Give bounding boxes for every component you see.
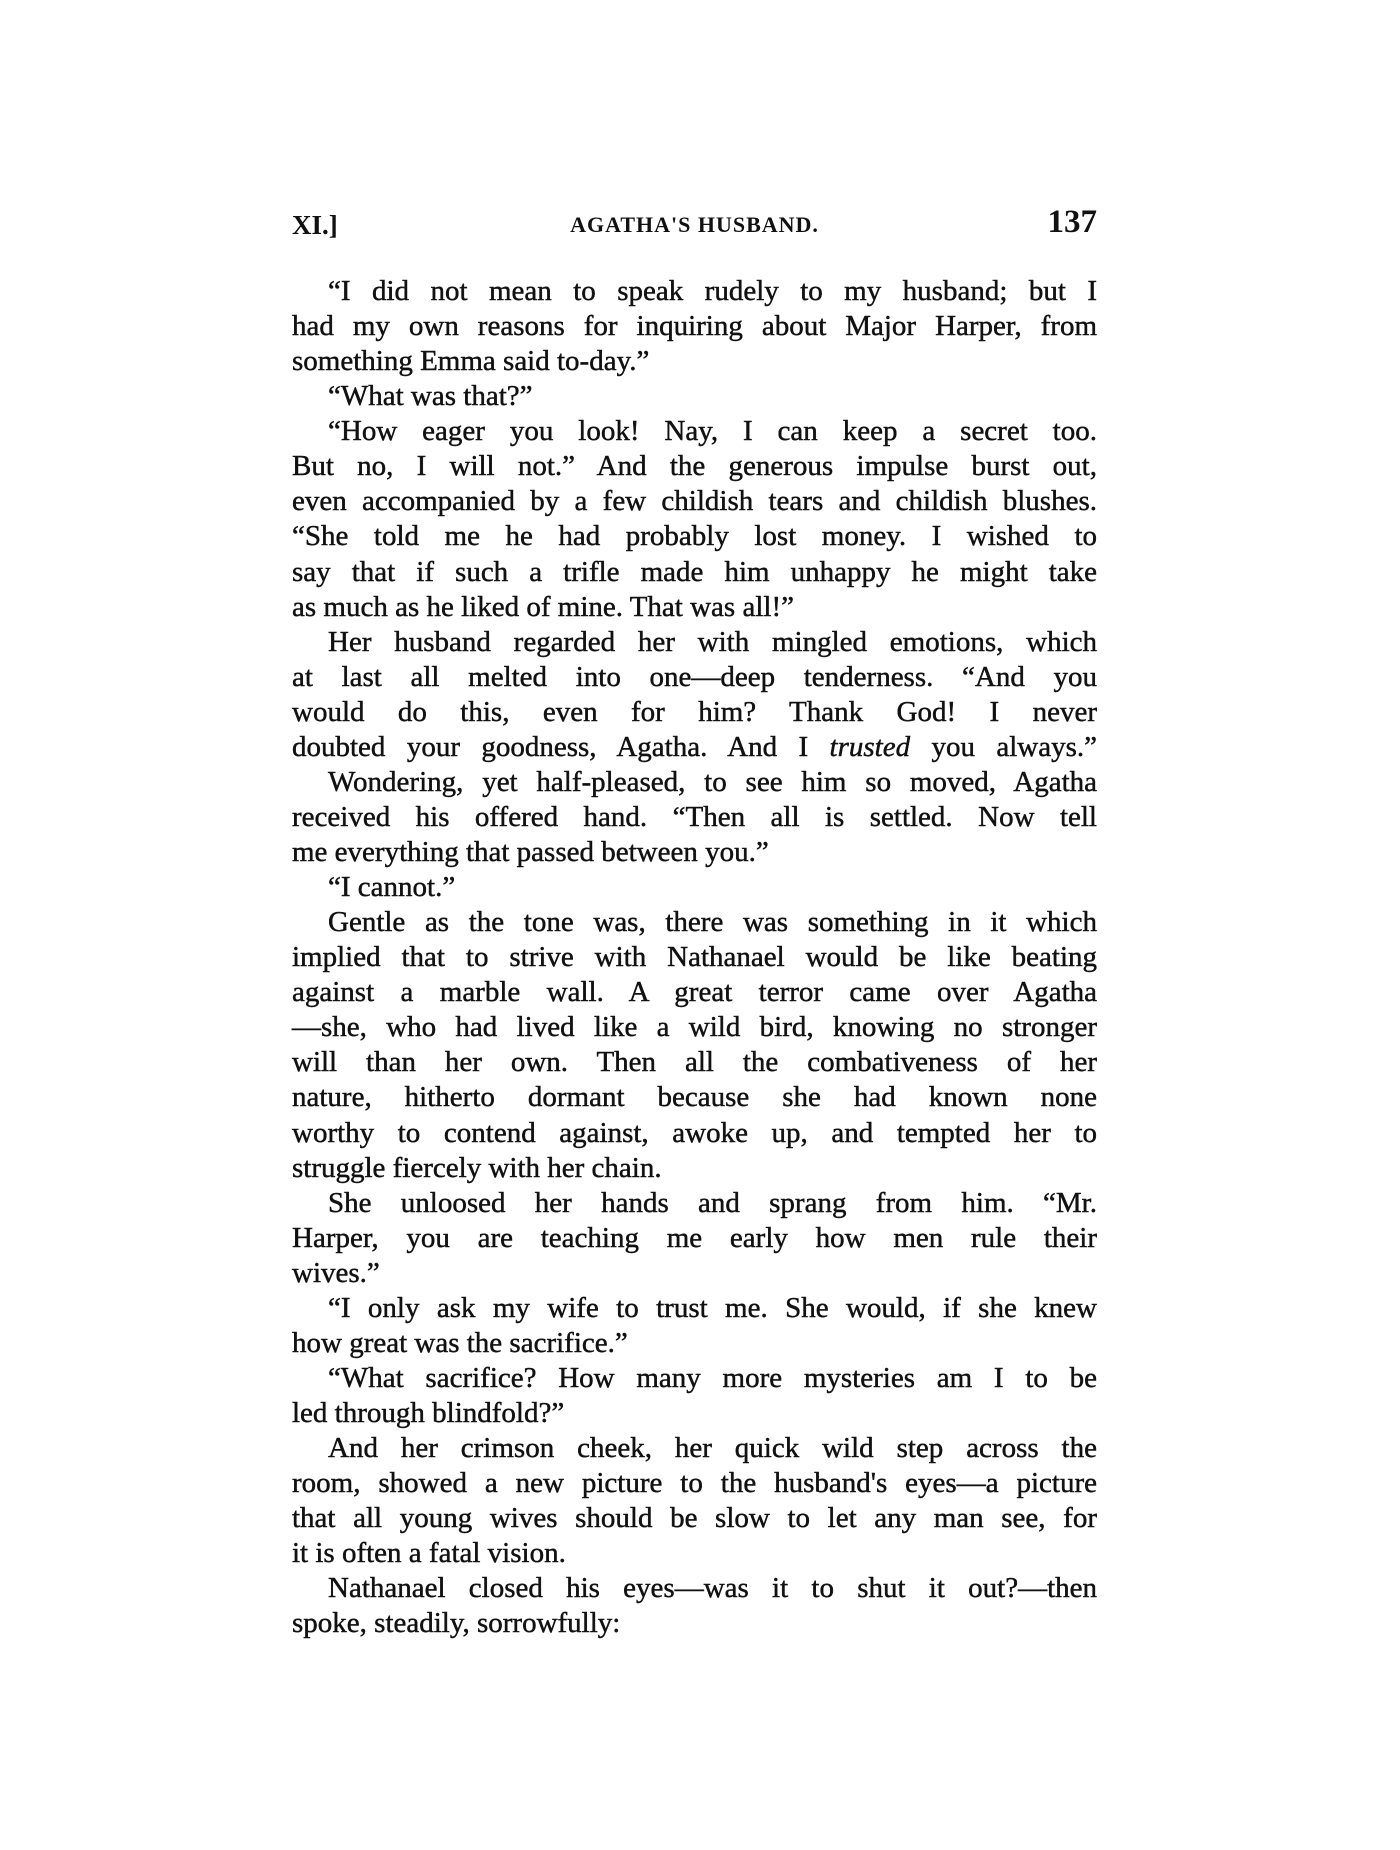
running-header — [292, 204, 1097, 248]
text-line: nature, hitherto dormant because she had known none — [292, 1081, 1097, 1114]
text-line: say that if such a trifle made him unhappy he might take — [292, 555, 1097, 588]
text-line: it is often a fatal vision. — [292, 1537, 566, 1570]
text-line: “I cannot.” — [328, 871, 456, 904]
page-number: 137 — [1047, 204, 1097, 240]
text-line: “I did not mean to speak rudely to my husband; but I — [328, 275, 1097, 307]
text-line: “She told me he had probably lost money. I wished to — [292, 520, 1097, 553]
text-line: Gentle as the tone was, there was something in it which — [328, 906, 1097, 939]
text-line: “What was that?” — [328, 380, 533, 413]
text-line: But no, I will not.” And the generous impulse burst out, — [292, 450, 1097, 483]
italic-word: trusted — [829, 730, 911, 763]
text-line: She unloosed her hands and sprang from him. “Mr. — [328, 1186, 1097, 1219]
text-line: room, showed a new picture to the husband's eyes—a picture — [292, 1467, 1097, 1500]
text-line: Harper, you are teaching me early how men rule their — [292, 1221, 1097, 1254]
text-line: implied that to strive with Nathanael would be like beating — [292, 941, 1097, 974]
text-line: Her husband regarded her with mingled emotions, which — [328, 625, 1097, 658]
text-segment: you always.” — [910, 730, 1098, 763]
text-line: how great was the sacrifice.” — [292, 1326, 628, 1359]
body-text — [292, 274, 1097, 1641]
text-line: against a marble wall. A great terror came over Agatha — [292, 976, 1097, 1009]
text-line: me everything that passed between you.” — [292, 836, 769, 868]
text-segment: doubted your goodness, Agatha. And I — [292, 730, 830, 763]
text-line: And her crimson cheek, her quick wild step across the — [328, 1432, 1097, 1465]
text-line: wives.” — [292, 1256, 380, 1289]
text-line: even accompanied by a few childish tears and childish blushes. — [292, 485, 1097, 518]
text-line: “I only ask my wife to trust me. She would, if she knew — [328, 1291, 1097, 1324]
text-line: struggle fiercely with her chain. — [292, 1151, 662, 1184]
text-line: —she, who had lived like a wild bird, knowing no stronger — [292, 1011, 1097, 1044]
text-line: Nathanael closed his eyes—was it to shut it out?—then — [328, 1572, 1097, 1605]
text-line: “How eager you look! Nay, I can keep a secret too. — [328, 415, 1097, 448]
text-line: led through blindfold?” — [292, 1397, 565, 1429]
text-line: something Emma said to-day.” — [292, 345, 650, 378]
text-line: had my own reasons for inquiring about Major Harper, from — [292, 310, 1097, 343]
text-line: “What sacrifice? How many more mysteries am I to be — [328, 1361, 1097, 1394]
text-line: received his offered hand. “Then all is settled. Now tell — [292, 800, 1097, 833]
text-line: Wondering, yet half-pleased, to see him so moved, Agatha — [328, 765, 1097, 798]
running-title: AGATHA'S HUSBAND. — [570, 212, 819, 237]
text-line: would do this, even for him? Thank God! I never — [292, 695, 1097, 728]
chapter-number: XI.] — [292, 210, 338, 240]
text-line — [292, 730, 1097, 765]
text-line: at last all melted into one—deep tenderness. “And you — [292, 660, 1097, 693]
text-line: will than her own. Then all the combativeness of her — [292, 1046, 1097, 1079]
text-line: worthy to contend against, awoke up, and tempted her to — [292, 1116, 1097, 1149]
text-line: that all young wives should be slow to let any man see, for — [292, 1502, 1097, 1535]
text-line: spoke, steadily, sorrowfully: — [292, 1607, 621, 1640]
text-line: as much as he liked of mine. That was all!” — [292, 590, 794, 623]
